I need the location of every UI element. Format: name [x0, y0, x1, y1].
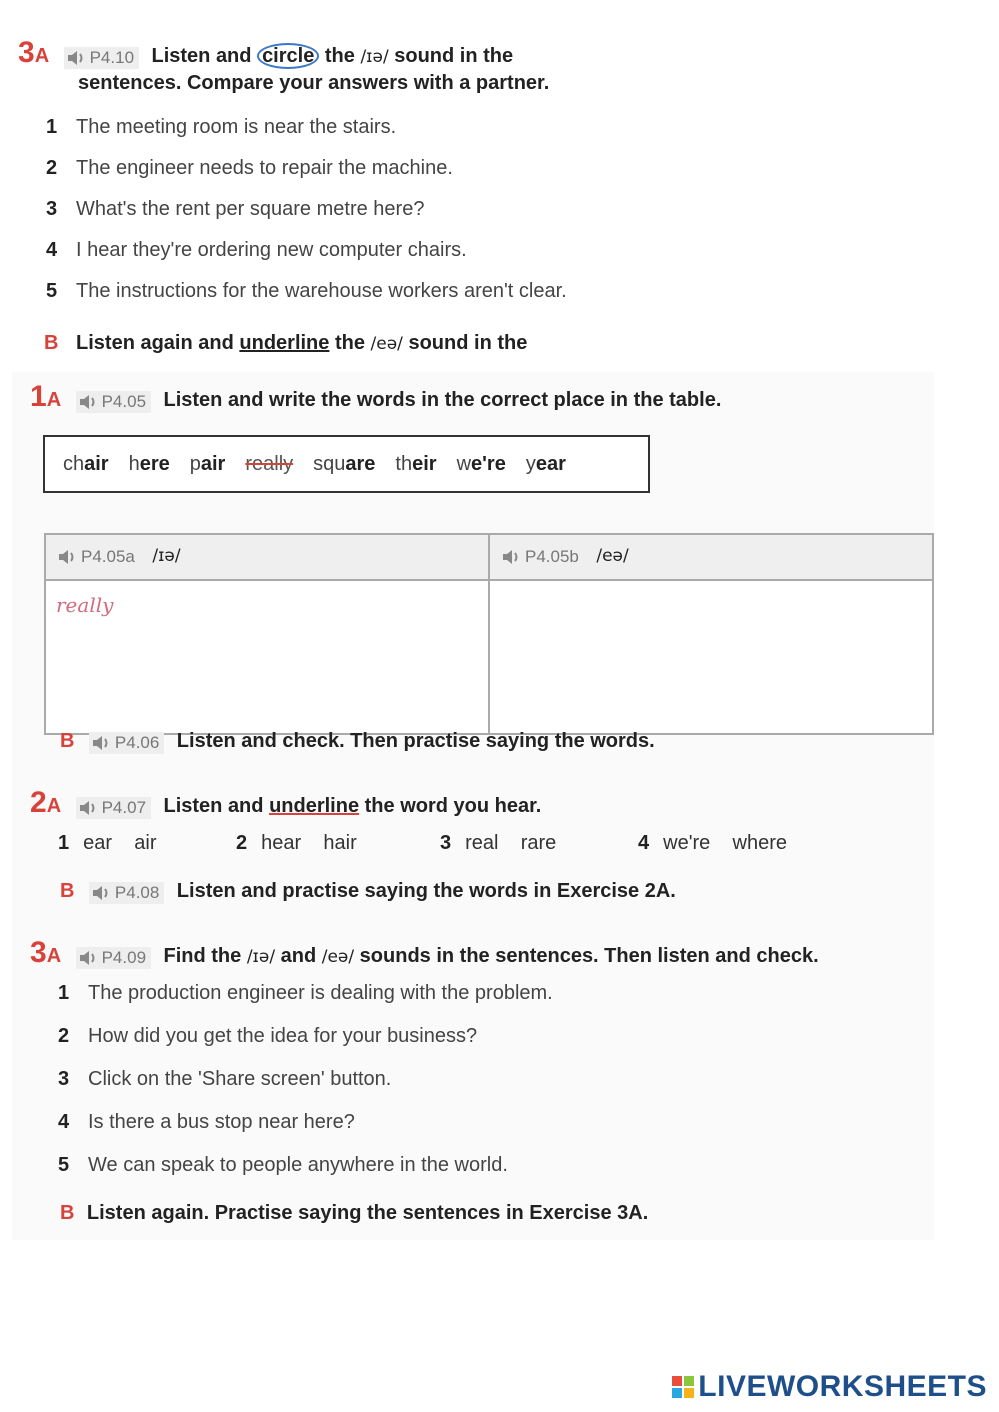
word-item-struck: really	[245, 452, 294, 475]
word-option[interactable]: we're	[663, 832, 711, 854]
handwritten-answer: really	[56, 593, 114, 617]
instruction-line-2: sentences. Compare your answers with a partner.	[78, 72, 550, 94]
list-item	[46, 198, 567, 239]
speaker-icon	[92, 885, 112, 901]
word-item	[457, 453, 506, 476]
part-b-label: B	[60, 1202, 75, 1224]
audio-track-label: P4.08	[114, 882, 160, 902]
word-part: h	[128, 452, 140, 475]
instruction-text: the	[324, 45, 355, 67]
ipa-symbol: /ɪə/	[152, 546, 181, 567]
audio-track-button[interactable]	[76, 947, 151, 969]
list-item	[46, 280, 567, 321]
sentence-text: We can speak to people anywhere in the world.	[88, 1154, 508, 1176]
exercise-sub-letter: A	[46, 795, 62, 817]
sentence-text: I hear they're ordering new computer chairs.	[76, 239, 467, 261]
item-number: 3	[440, 832, 452, 854]
item-number: 5	[46, 280, 58, 302]
underline-word: underline	[239, 332, 330, 354]
audio-track-button[interactable]	[89, 732, 164, 754]
list-item	[46, 239, 567, 280]
audio-track-label: P4.05a	[81, 547, 135, 566]
speaker-icon	[79, 394, 99, 410]
list-item	[58, 1068, 553, 1111]
word-bold-part: are	[345, 452, 376, 475]
sentence-text: The instructions for the warehouse workers aren't clear.	[76, 280, 567, 302]
pair-item	[58, 832, 157, 855]
word-option[interactable]: hair	[323, 832, 357, 854]
instruction-text: the	[334, 332, 365, 354]
speaker-icon	[502, 549, 522, 565]
item-number: 2	[46, 157, 58, 179]
item-number: 1	[58, 982, 70, 1004]
exercise-sub-letter: A	[34, 45, 50, 67]
list-item	[58, 1025, 553, 1068]
part-b-label: B	[60, 880, 75, 902]
audio-track-label: P4.09	[101, 947, 147, 967]
ipa-symbol: /ɪə/	[360, 47, 389, 67]
word-bold-part: ere	[139, 452, 170, 475]
sentence-text: Click on the 'Share screen' button.	[88, 1068, 392, 1090]
ipa-symbol: /eə/	[321, 947, 355, 967]
instruction-text: Listen again and	[76, 332, 234, 354]
audio-track-button[interactable]	[64, 47, 139, 69]
word-part: th	[395, 452, 413, 475]
item-number: 1	[46, 116, 58, 138]
ex1-part-b	[60, 730, 655, 754]
speaker-icon	[92, 735, 112, 751]
word-part: p	[189, 452, 201, 475]
underline-word: underline	[269, 795, 360, 817]
instruction-text: Listen and	[163, 795, 264, 817]
word-option[interactable]: hear	[261, 832, 302, 854]
pair-item	[638, 832, 787, 855]
word-option[interactable]: air	[134, 832, 157, 854]
liveworksheets-logo-icon	[672, 1376, 694, 1398]
list-item	[46, 116, 567, 157]
exercise-number: 1	[30, 380, 47, 413]
ipa-symbol: /ɪə/	[246, 947, 276, 967]
circle-word: circle	[257, 43, 319, 69]
audio-track-label: P4.05	[101, 391, 147, 411]
word-option[interactable]: real	[465, 832, 499, 854]
word-bold-part: air	[84, 452, 109, 475]
word-bold-part: air	[200, 452, 226, 475]
sentence-text: Is there a bus stop near here?	[88, 1111, 355, 1133]
item-number: 3	[58, 1068, 70, 1090]
instruction-text: Listen and check. Then practise saying the words.	[176, 730, 655, 752]
instruction-text: Listen and	[151, 45, 252, 67]
word-part: squ	[313, 452, 346, 475]
exercise-number: 3	[30, 936, 47, 969]
word-item	[129, 453, 170, 476]
instruction-text: sound in the	[408, 332, 528, 354]
word-option[interactable]: where	[732, 832, 788, 854]
audio-track-button[interactable]	[76, 797, 151, 819]
exercise-sub-letter: A	[46, 389, 62, 411]
word-box	[43, 435, 650, 493]
speaker-icon	[79, 800, 99, 816]
top-part-b	[44, 332, 527, 355]
word-part: w	[456, 452, 472, 475]
sound-table	[44, 533, 934, 735]
speaker-icon	[58, 549, 78, 565]
instruction-text: Listen again. Practise saying the sentences in Exercise 3A.	[86, 1202, 649, 1224]
instruction-text: Listen and practise saying the words in Exercise 2A.	[176, 880, 676, 902]
ex3-sentence-list	[58, 982, 553, 1197]
pair-item	[440, 832, 556, 855]
ex2-header	[30, 786, 541, 820]
answer-cell-b[interactable]	[489, 580, 933, 734]
top-exercise-header	[18, 36, 513, 70]
word-item	[313, 453, 375, 476]
audio-track-label: P4.05b	[525, 547, 579, 566]
instruction-text: sound in the	[394, 45, 514, 67]
audio-track-button[interactable]	[499, 546, 584, 568]
exercise-number: 2	[30, 786, 47, 819]
item-number: 2	[58, 1025, 70, 1047]
word-bold-part: e're	[471, 452, 506, 475]
word-item	[190, 453, 226, 476]
word-item	[63, 453, 109, 476]
top-sentence-list	[46, 116, 567, 321]
instruction-text: Find the	[163, 945, 242, 967]
sentence-text: The production engineer is dealing with the problem.	[88, 982, 553, 1004]
list-item	[58, 1154, 553, 1197]
audio-track-button[interactable]	[76, 391, 151, 413]
audio-track-button[interactable]	[55, 546, 140, 568]
part-b-label: B	[44, 332, 59, 354]
column-header-a	[45, 534, 489, 580]
exercise-sub-letter: A	[46, 945, 62, 967]
column-header-b	[489, 534, 933, 580]
answer-cell-a[interactable]	[45, 580, 489, 734]
speaker-icon	[67, 50, 87, 66]
part-b-label: B	[60, 730, 75, 752]
list-item	[58, 1111, 553, 1154]
item-number: 4	[46, 239, 58, 261]
pair-item	[236, 832, 357, 855]
word-item	[395, 453, 436, 476]
speaker-icon	[79, 950, 99, 966]
word-bold-part: ear	[535, 452, 566, 475]
ex3-header	[30, 936, 819, 970]
ex3-part-b	[60, 1202, 648, 1225]
word-item	[526, 453, 566, 476]
item-number: 1	[58, 832, 70, 854]
sentence-text: What's the rent per square metre here?	[76, 198, 425, 220]
audio-track-button[interactable]	[89, 882, 164, 904]
item-number: 4	[58, 1111, 70, 1133]
instruction-text: and	[280, 945, 317, 967]
brand-text: LIVEWORKSHEETS	[698, 1370, 987, 1403]
word-part: y	[525, 452, 536, 475]
audio-track-label: P4.07	[101, 797, 147, 817]
word-bold-part: eir	[412, 452, 437, 475]
ipa-symbol: /eə/	[370, 334, 403, 354]
word-option[interactable]: ear	[83, 832, 113, 854]
item-number: 4	[638, 832, 650, 854]
sentence-text: The engineer needs to repair the machine.	[76, 157, 453, 179]
word-option[interactable]: rare	[520, 832, 557, 854]
ex1-header	[30, 380, 721, 414]
exercise-number: 3	[18, 36, 35, 69]
item-number: 2	[236, 832, 248, 854]
ex2-part-b	[60, 880, 676, 904]
instruction-text: Listen and write the words in the correct place in the table.	[163, 389, 722, 411]
audio-track-label: P4.10	[89, 47, 135, 67]
sentence-text: The meeting room is near the stairs.	[76, 116, 397, 138]
instruction-text: sounds in the sentences. Then listen and check.	[359, 945, 819, 967]
item-number: 5	[58, 1154, 70, 1176]
ipa-symbol: /eə/	[596, 546, 629, 567]
instruction-text: the word you hear.	[364, 795, 542, 817]
list-item	[46, 157, 567, 198]
item-number: 3	[46, 198, 58, 220]
sentence-text: How did you get the idea for your business?	[88, 1025, 478, 1047]
list-item	[58, 982, 553, 1025]
liveworksheets-logo	[672, 1370, 987, 1404]
audio-track-label: P4.06	[114, 732, 160, 752]
word-part: ch	[63, 452, 85, 475]
